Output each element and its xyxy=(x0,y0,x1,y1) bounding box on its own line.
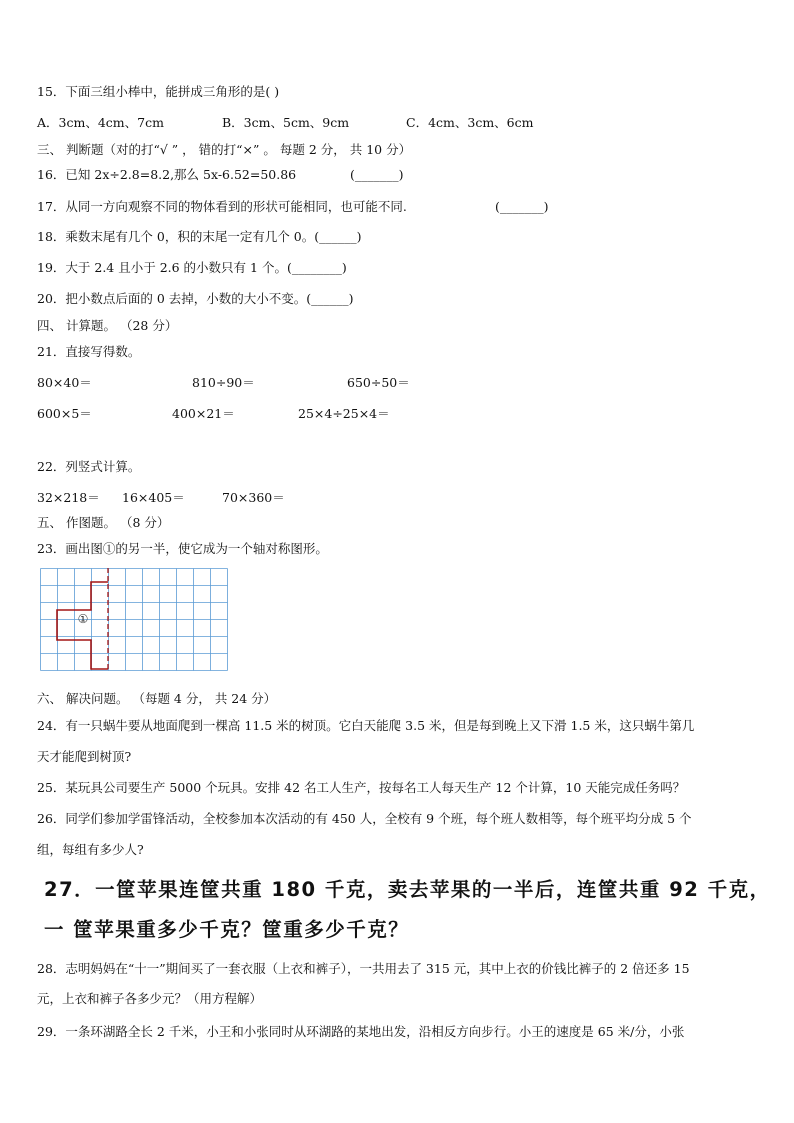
q15-choice-a: A．3cm、4cm、7cm xyxy=(37,115,164,130)
q22-stem: 22．列竖式计算。 xyxy=(37,459,141,474)
q22-item: 32×218＝ xyxy=(37,490,100,505)
q29-line1: 29．一条环湖路全长 2 千米，小王和小张同时从环湖路的某地出发，沿相反方向步行。小王的速度是 65 米/分，小张 xyxy=(37,1024,685,1039)
q23-stem: 23．画出图①的另一半，使它成为一个轴对称图形。 xyxy=(37,541,328,556)
q24-line2: 天才能爬到树顶? xyxy=(37,749,132,764)
q21-stem: 21．直接写得数。 xyxy=(37,344,141,359)
q17-text: 17．从同一方向观察不同的物体看到的形状可能相同，也可能不同. xyxy=(37,199,407,214)
q20-text: 20．把小数点后面的 0 去掉，小数的大小不变。(______) xyxy=(37,291,354,306)
q21-item: 600×5＝ xyxy=(37,406,92,421)
q26-line2: 组，每组有多少人? xyxy=(37,842,144,857)
section3-title: 三、 判断题（对的打“√ ” ， 错的打“×” 。 每题 2 分， 共 10 分） xyxy=(37,142,412,157)
q22-item: 70×360＝ xyxy=(222,490,285,505)
q16-text: 16．已知 2x÷2.8=8.2,那么 5x-6.52=50.86 xyxy=(37,167,297,182)
symmetry-grid-figure[interactable] xyxy=(40,568,228,672)
q26-line1: 26．同学们参加学雷锋活动，全校参加本次活动的有 450 人，全校有 9 个班，每个班人数相等，每个班平均分成 5 个 xyxy=(37,811,692,826)
q17-answer-blank[interactable]: (_______) xyxy=(495,199,549,214)
q21-item: 400×21＝ xyxy=(172,406,235,421)
grid-lines xyxy=(41,569,228,671)
q28-line1: 28．志明妈妈在“十一”期间买了一套衣服（上衣和裤子），一共用去了 315 元，其中上衣的价钱比裤子的 2 倍还多 15 xyxy=(37,961,690,976)
q21-item: 25×4÷25×4＝ xyxy=(298,406,390,421)
q22-item: 16×405＝ xyxy=(122,490,185,505)
q25-text: 25．某玩具公司要生产 5000 个玩具。安排 42 名工人生产，按每名工人每天生产 12 个计算，10 天能完成任务吗？ xyxy=(37,780,686,795)
q21-item: 810÷90＝ xyxy=(192,375,255,390)
q24-line1: 24．有一只蜗牛要从地面爬到一棵高 11.5 米的树顶。它白天能爬 3.5 米，但是每到晚上又下滑 1.5 米，这只蜗牛第几 xyxy=(37,718,695,733)
q15-stem: 15．下面三组小棒中，能拼成三角形的是( ) xyxy=(37,84,280,99)
q21-item: 80×40＝ xyxy=(37,375,92,390)
section4-title: 四、 计算题。 （28 分） xyxy=(37,318,178,333)
figure-label: ① xyxy=(77,612,89,626)
q19-text: 19．大于 2.4 且小于 2.6 的小数只有 1 个。(________) xyxy=(37,260,347,275)
section6-title: 六、 解决问题。 （每题 4 分， 共 24 分） xyxy=(37,691,277,706)
q27-line1: 27．一筐苹果连筐共重 180 千克，卖去苹果的一半后，连筐共重 92 千克， xyxy=(44,878,771,901)
q21-item: 650÷50＝ xyxy=(347,375,410,390)
q18-text: 18．乘数末尾有几个 0，积的末尾一定有几个 0。(______) xyxy=(37,229,362,244)
q15-choice-b: B．3cm、5cm、9cm xyxy=(222,115,350,130)
q15-choice-c: C．4cm、3cm、6cm xyxy=(406,115,534,130)
section5-title: 五、 作图题。 （8 分） xyxy=(37,515,170,530)
q16-answer-blank[interactable]: (_______) xyxy=(350,167,404,182)
q27-line2: 一 筐苹果重多少千克？筐重多少千克？ xyxy=(44,918,410,941)
q28-line2: 元，上衣和裤子各多少元？（用方程解） xyxy=(37,991,263,1006)
